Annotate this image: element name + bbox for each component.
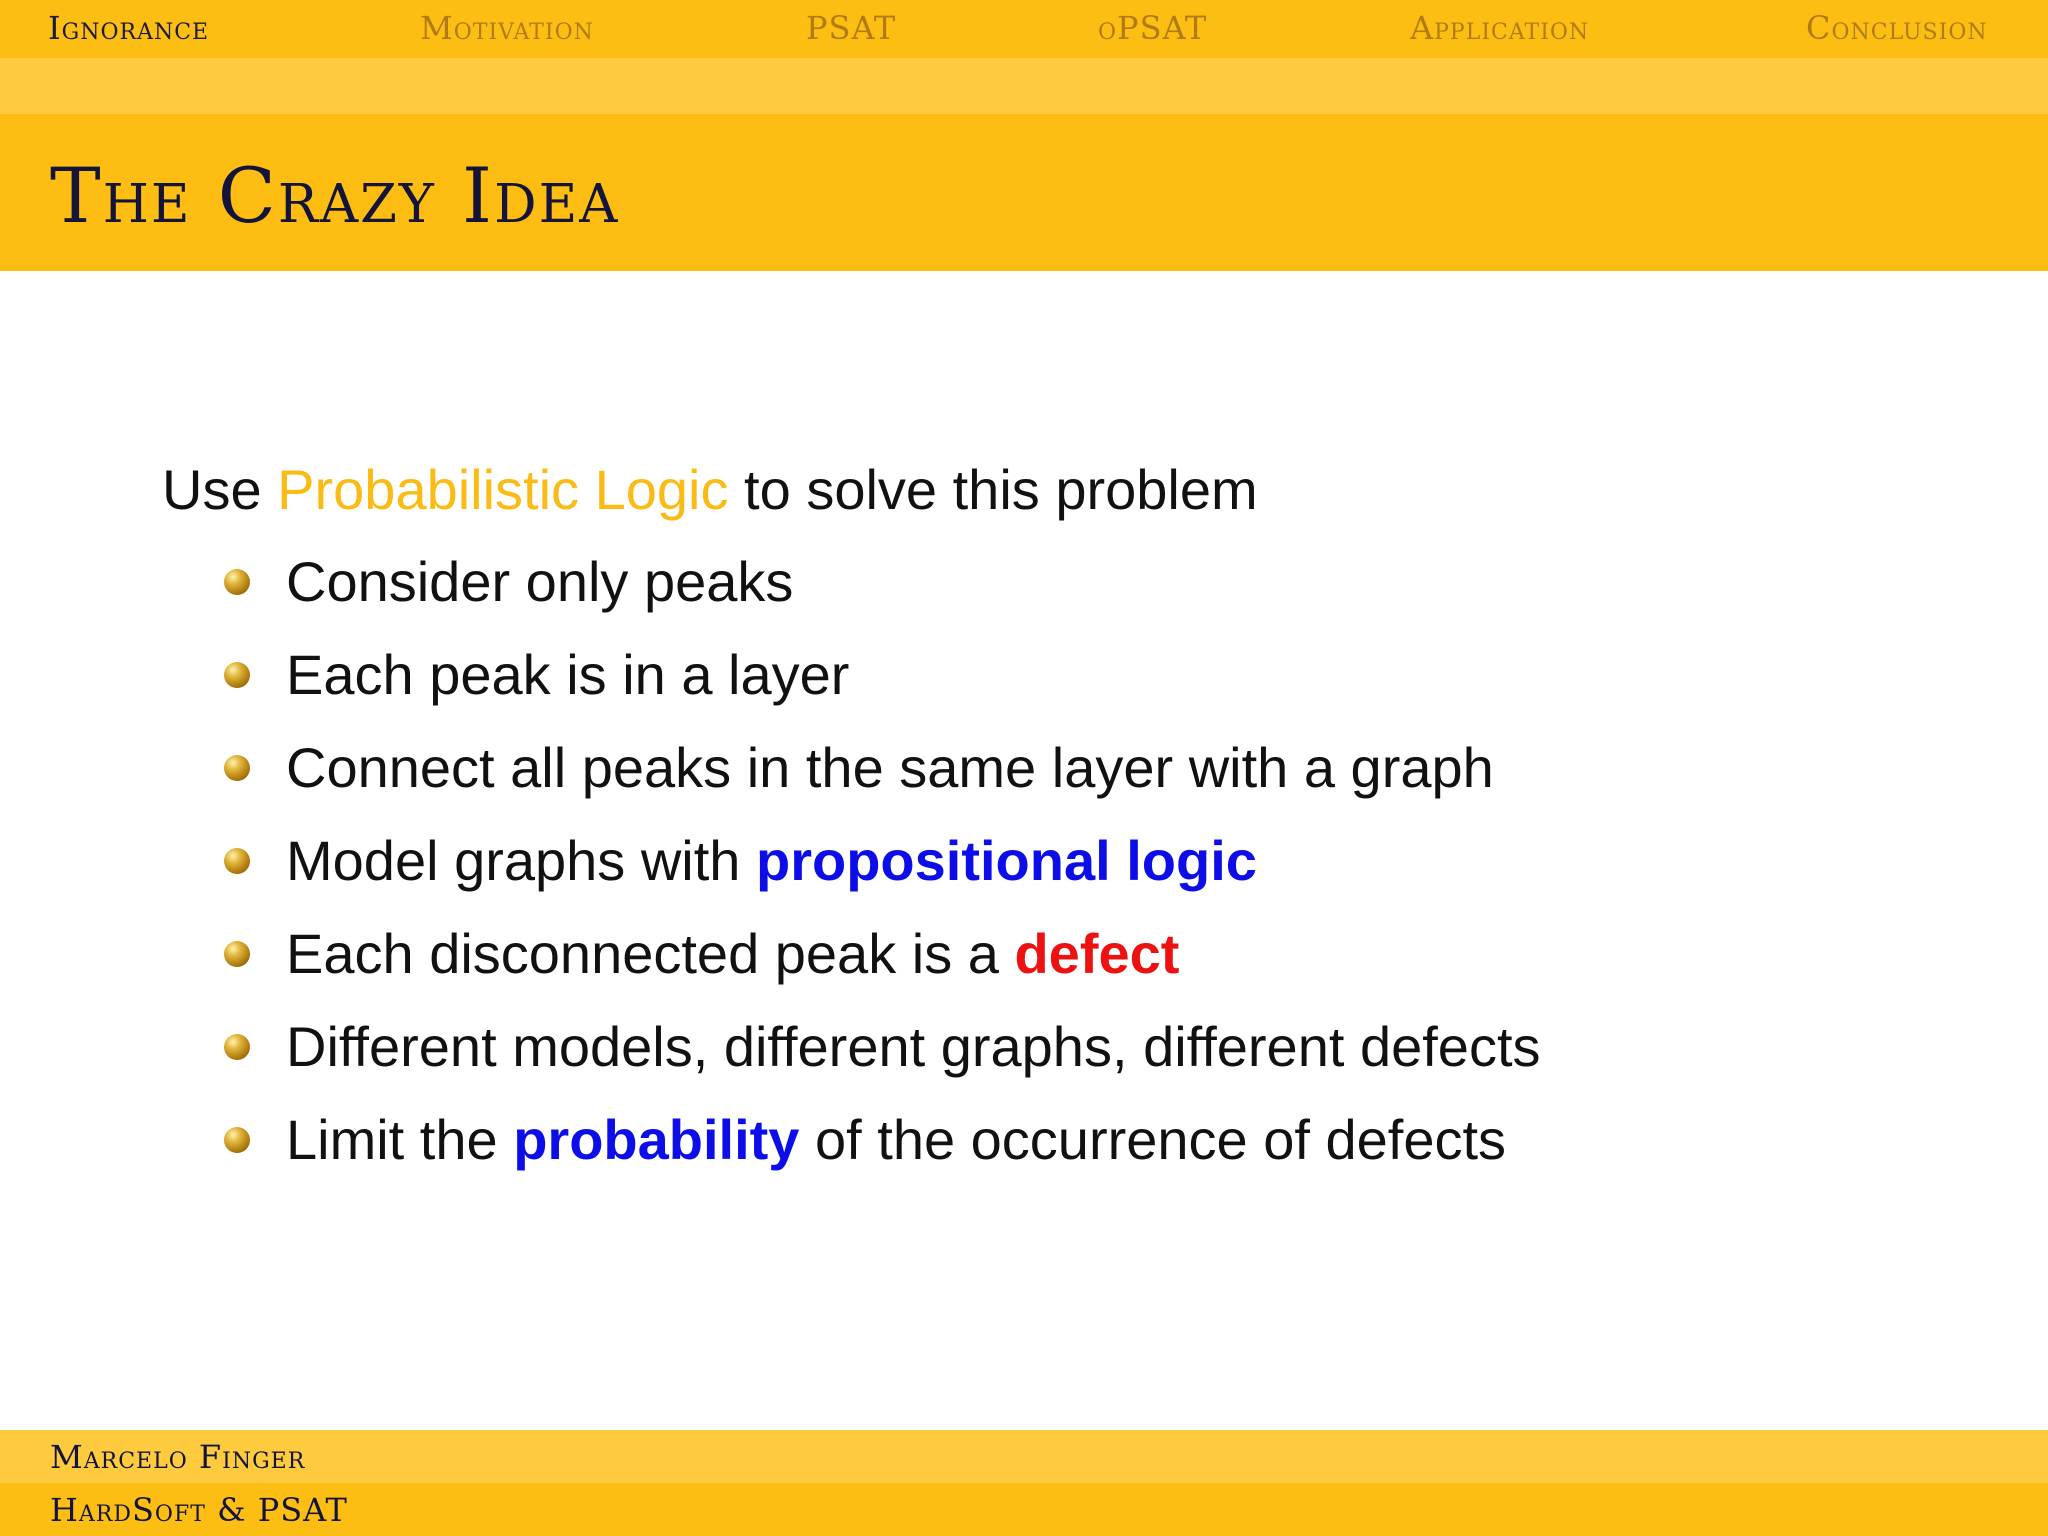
bullet-ball-icon (224, 1127, 250, 1153)
nav-item-conclusion[interactable]: Conclusion (1806, 9, 1988, 47)
nav-item-ignorance[interactable]: Ignorance (48, 9, 210, 47)
intro-line (162, 455, 1258, 525)
bullet-ball-icon (224, 941, 250, 967)
bullet-highlight: propositional logic (756, 829, 1257, 892)
bullet-text: Connect all peaks in the same layer with a graph (286, 736, 1494, 799)
footer-talk-title: HardSoft & PSAT (50, 1491, 348, 1529)
nav-item-psat[interactable]: PSAT (806, 9, 897, 47)
bullet-text: Each disconnected peak is a defect (286, 922, 1180, 985)
subsection-bar (0, 58, 2048, 114)
section-navigation (0, 0, 2048, 58)
list-item (220, 640, 1720, 710)
bullet-highlight: probability (513, 1108, 800, 1171)
title-bar (0, 114, 2048, 271)
nav-item-application[interactable]: Application (1410, 9, 1590, 47)
bullet-ball-icon (224, 848, 250, 874)
bullet-ball-icon (224, 569, 250, 595)
bullet-text: Different models, different graphs, different defects (286, 1015, 1541, 1078)
bullet-text: Limit the probability of the occurrence of defects (286, 1108, 1507, 1171)
slide-title: The Crazy Idea (50, 151, 620, 240)
list-item (220, 547, 1720, 617)
footer-author-bar (0, 1430, 2048, 1483)
bullet-text: Consider only peaks (286, 550, 794, 613)
list-item (220, 1012, 1720, 1082)
list-item (220, 826, 1720, 896)
list-item (220, 919, 1720, 989)
bullet-text: Each peak is in a layer (286, 643, 850, 706)
footer-title-bar (0, 1483, 2048, 1536)
bullet-ball-icon (224, 755, 250, 781)
footer-author: Marcelo Finger (50, 1438, 306, 1476)
nav-item-opsat[interactable]: oPSAT (1098, 9, 1208, 47)
bullet-highlight: defect (1014, 922, 1180, 985)
intro-highlight: Probabilistic Logic (277, 458, 729, 521)
bullet-ball-icon (224, 1034, 250, 1060)
list-item (220, 733, 1720, 803)
intro-text-pre: Use (162, 458, 278, 521)
bullet-text: Model graphs with propositional logic (286, 829, 1257, 892)
list-item (220, 1105, 1720, 1175)
intro-text-post: to solve this problem (728, 458, 1258, 521)
nav-item-motivation[interactable]: Motivation (420, 9, 594, 47)
bullet-ball-icon (224, 662, 250, 688)
